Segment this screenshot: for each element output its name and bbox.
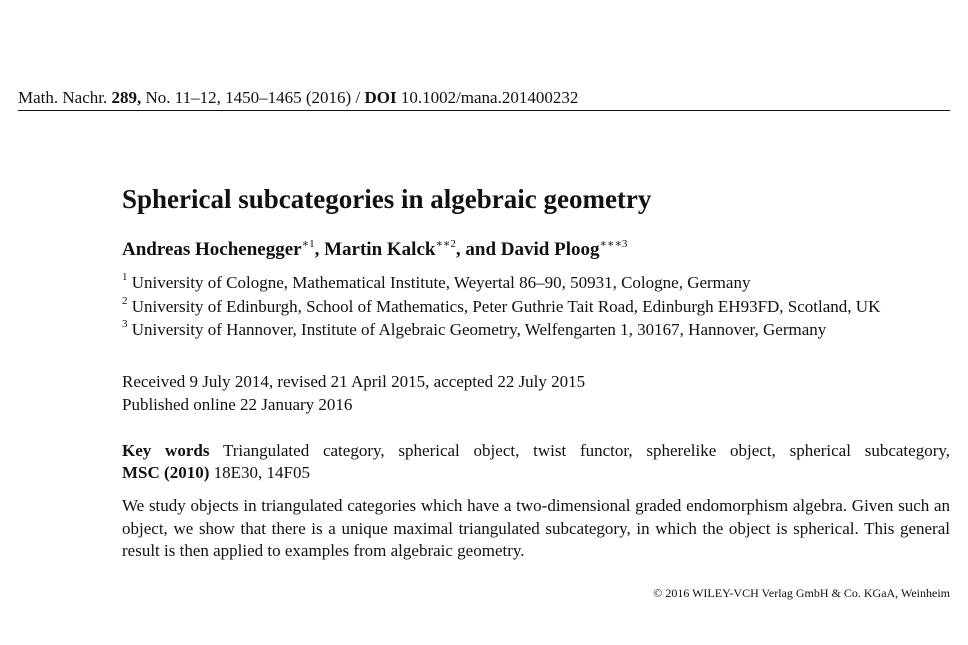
published-date: Published online 22 January 2016 — [122, 395, 353, 414]
author-list — [122, 238, 627, 262]
journal-name: Math. Nachr. — [18, 88, 108, 107]
keywords-label: Key words — [122, 441, 210, 460]
affiliation — [122, 318, 880, 342]
author-marks: ∗∗∗3 — [599, 238, 628, 250]
keywords-block — [122, 440, 950, 484]
author-separator: , — [314, 239, 320, 260]
author-name: Andreas Hochenegger — [122, 239, 302, 260]
msc-codes: 18E30, 14F05 — [213, 463, 310, 482]
author-name: Martin Kalck — [324, 239, 436, 260]
affiliation-list — [122, 271, 880, 342]
affiliation — [122, 271, 880, 295]
author-marks: ∗1 — [301, 238, 315, 250]
author-separator: , and — [455, 239, 497, 260]
paper-title: Spherical subcategories in algebraic geometry — [122, 184, 652, 214]
keywords-text: Triangulated category, spherical object, twist functor, spherelike object, spherical subcategory, — [222, 441, 951, 460]
doi-label: DOI — [364, 88, 397, 107]
affiliation-text: University of Edinburgh, School of Mathematics, Peter Guthrie Tait Road, Edinburgh EH93FD, Scotland, UK — [131, 296, 881, 316]
journal-volume: 289, — [111, 88, 142, 107]
affiliation-number: 1 — [122, 271, 128, 283]
keywords-line — [122, 440, 950, 462]
received-date: Received 9 July 2014, revised 21 April 2015, accepted 22 July 2015 — [122, 372, 586, 391]
publication-dates — [122, 370, 585, 416]
header-rule — [18, 110, 950, 111]
affiliation-number: 3 — [122, 318, 128, 330]
author-marks: ∗∗2 — [435, 238, 456, 250]
msc-line — [122, 463, 310, 482]
author-name: David Ploog — [500, 239, 600, 260]
affiliation — [122, 295, 880, 319]
copyright-notice: © 2016 WILEY-VCH Verlag GmbH & Co. KGaA, Weinheim — [653, 586, 950, 600]
msc-label: MSC (2010) — [122, 463, 210, 482]
affiliation-text: University of Cologne, Mathematical Institute, Weyertal 86–90, 50931, Cologne, Germany — [131, 273, 751, 292]
journal-header — [18, 88, 950, 108]
affiliation-number: 2 — [122, 294, 128, 307]
header-separator: / — [355, 88, 361, 107]
journal-issue: No. 11–12, 1450–1465 (2016) — [145, 88, 352, 107]
doi-link[interactable]: 10.1002/mana.201400232 — [400, 88, 579, 107]
affiliation-text: University of Hannover, Institute of Algebraic Geometry, Welfengarten 1, 30167, Hannover, Germany — [131, 320, 827, 339]
abstract: We study objects in triangulated categories which have a two-dimensional graded endomorphism algebra. Given such an object, we show that there is a unique maximal triangulated subcategory, in which the object is spherical. This general result is then applied to examples from algebraic geometry. — [122, 496, 950, 560]
